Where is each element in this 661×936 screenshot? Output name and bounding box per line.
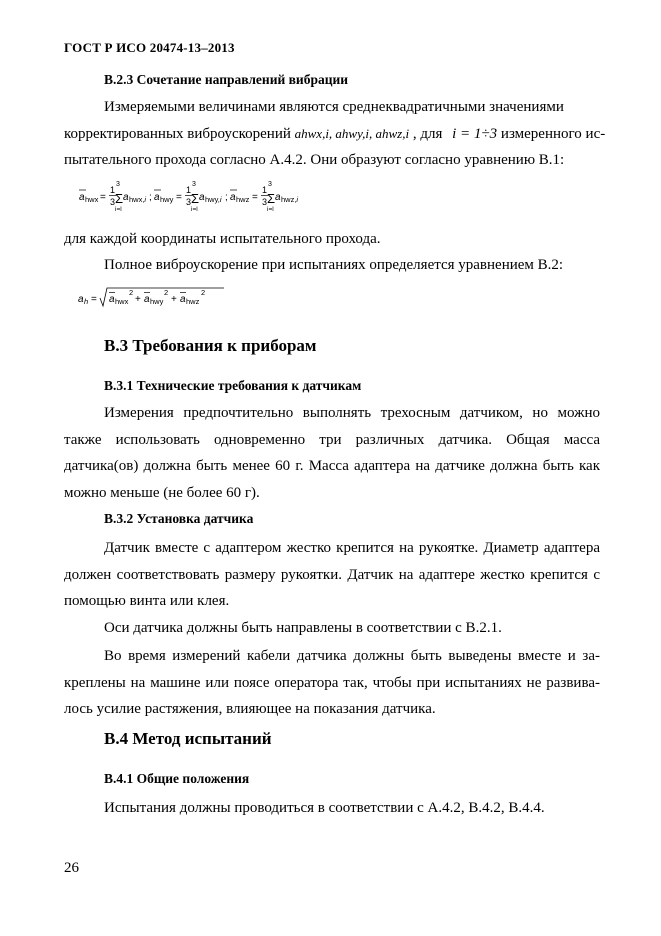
svg-text:=: = (252, 192, 258, 203)
svg-text:h: h (84, 297, 89, 306)
section-b23-title: B.2.3 Сочетание направлений вибрации (104, 72, 349, 87)
svg-text:hwy,i: hwy,i (205, 195, 222, 204)
svg-text:3: 3 (110, 197, 116, 207)
section-b23-paragraph-3 (64, 252, 600, 279)
svg-text:hwz: hwz (186, 297, 200, 306)
index-range: i = 1÷3 (452, 125, 498, 142)
svg-text:3: 3 (192, 181, 196, 188)
section-b31-title: В.3.1 Технические требования к датчикам (104, 378, 362, 393)
text-line: Измерения предпочтительно выполнять трехосным датчиком, но можно (104, 405, 600, 421)
section-b32-paragraph-1 (64, 535, 600, 615)
svg-text:=: = (176, 192, 182, 203)
equation-b2-graphic (78, 284, 238, 312)
svg-text:+: + (171, 294, 177, 305)
svg-text:1: 1 (186, 185, 192, 195)
svg-text:hwy: hwy (160, 195, 174, 204)
text-line (64, 121, 606, 148)
text-line: Полное виброускорение при испытаниях определяется уравнением В.2: (104, 257, 564, 273)
svg-text:a: a (78, 294, 84, 305)
document-header: ГОСТ Р ИСО 20474-13–2013 (64, 40, 235, 55)
text-line: Оси датчика должны быть направлены в соответствии с В.2.1. (104, 620, 502, 636)
svg-text:a: a (109, 294, 115, 305)
section-b4-title: В.4 Метод испытаний (104, 729, 272, 748)
section-b41-title: В.4.1 Общие положения (104, 771, 250, 786)
svg-text:hwy: hwy (150, 297, 164, 306)
svg-text:1: 1 (110, 185, 116, 195)
equation-b2 (78, 284, 238, 315)
inline-variables-text: ahwx,i, ahwy,i, ahwz,i (294, 125, 410, 141)
text-line: для каждой координаты испытательного прохода. (64, 231, 381, 247)
svg-text:hwx,i: hwx,i (129, 195, 147, 204)
svg-text:Σ: Σ (115, 191, 124, 206)
svg-text:hwz: hwz (236, 195, 250, 204)
svg-text:1: 1 (262, 185, 268, 195)
svg-text:2: 2 (129, 288, 134, 297)
svg-text:2: 2 (201, 288, 206, 297)
svg-text:+: + (135, 294, 141, 305)
inline-variables (295, 126, 413, 142)
svg-text:a: a (230, 192, 236, 203)
text-fragment: корректированных виброускорений (64, 125, 291, 142)
svg-text:hwx: hwx (115, 297, 129, 306)
text-fragment: , для (412, 125, 443, 142)
svg-text:a: a (199, 192, 205, 203)
svg-text:hwz,i: hwz,i (281, 195, 299, 204)
section-b32-paragraph-3 (64, 643, 600, 723)
section-b23-paragraph-1 (64, 94, 606, 174)
text-line: Испытания должны проводиться в соответствии с А.4.2, В.4.2, В.4.4. (104, 800, 545, 816)
svg-text:a: a (123, 192, 129, 203)
section-b23-paragraph-2 (64, 226, 600, 253)
text-line: Датчик вместе с адаптером жестко крепится на рукоятке. Диаметр адаптера (104, 540, 600, 556)
svg-text:;: ; (149, 192, 152, 203)
svg-text:i=l: i=l (191, 206, 198, 213)
svg-text:a: a (154, 192, 160, 203)
equation-b1-graphic (78, 178, 338, 222)
svg-text:3: 3 (268, 181, 272, 188)
text-line: можно меньше (не более 60 г). (64, 484, 260, 501)
svg-text:i=l: i=l (115, 206, 122, 213)
text-line: датчика(ов) должна быть менее 60 г. Масса адаптера на датчике должна быть как (64, 458, 600, 474)
text-fragment: измеренного ис- (500, 125, 606, 142)
svg-text:2: 2 (164, 288, 169, 297)
section-b41-paragraph (64, 795, 600, 822)
section-b3-title: В.3 Требования к приборам (104, 336, 317, 355)
svg-text:3: 3 (116, 181, 120, 188)
text-line: помощью винта или клея. (64, 593, 230, 609)
svg-text:Σ: Σ (267, 191, 276, 206)
section-b31-paragraph (64, 400, 600, 506)
equation-b1 (78, 178, 338, 225)
text-line: Измеряемыми величинами являются среднеквадратичными значениями (104, 99, 564, 115)
text-line: Во время измерений кабели датчика должны быть выведены вместе и за- (104, 648, 600, 664)
text-line: лось усилие растяжения, влияющее на показания датчика. (64, 701, 436, 717)
text-line: креплены на машине или поясе оператора так, чтобы при испытаниях не развива- (64, 674, 600, 691)
svg-text:a: a (180, 294, 186, 305)
text-line: пытательного прохода согласно А.4.2. Они образуют согласно уравнению В.1: (64, 152, 565, 168)
svg-text:a: a (144, 294, 150, 305)
page-number: 26 (64, 860, 79, 876)
svg-text:=: = (91, 294, 97, 305)
svg-text:a: a (275, 192, 281, 203)
text-line: также использовать одновременно три различных датчика. Общая масса (64, 431, 600, 448)
svg-text:Σ: Σ (191, 191, 200, 206)
svg-text:3: 3 (262, 197, 268, 207)
section-b32-paragraph-2 (64, 615, 600, 642)
svg-text:hwx: hwx (85, 195, 99, 204)
svg-text:;: ; (225, 192, 228, 203)
text-line: должен соответствовать размеру рукоятки. Датчик на адаптере жестко крепится с (64, 566, 600, 583)
svg-text:a: a (79, 192, 85, 203)
svg-text:i=l: i=l (267, 206, 274, 213)
svg-text:3: 3 (186, 197, 192, 207)
section-b32-title: В.3.2 Установка датчика (104, 511, 254, 526)
svg-text:=: = (100, 192, 106, 203)
